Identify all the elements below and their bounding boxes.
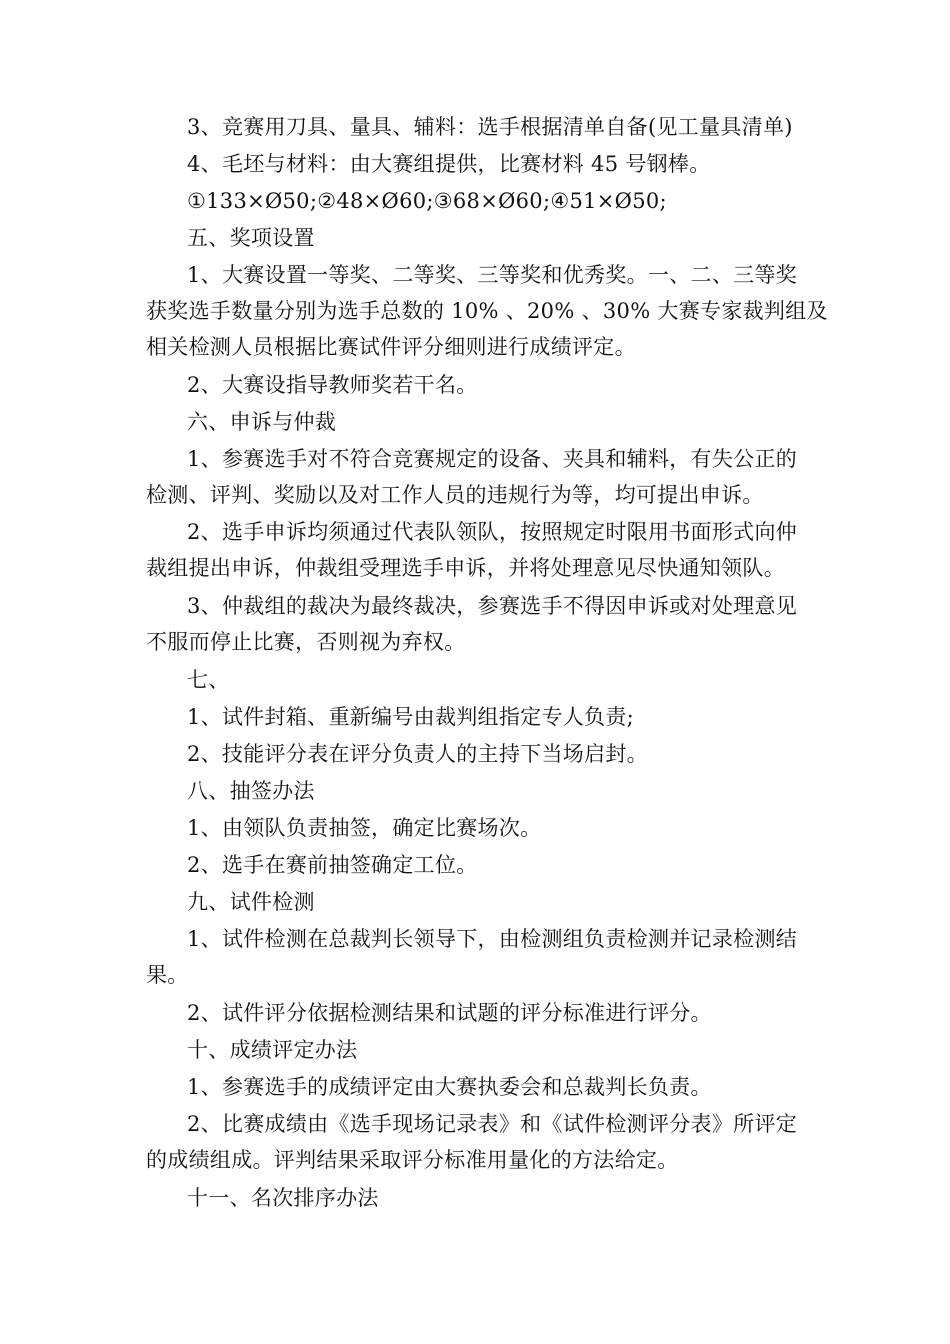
text-line-item-3-tools: 3、竞赛用刀具、量具、辅料：选手根据清单自备(见工量具清单) (187, 115, 793, 139)
text-line-appeal-1b: 检测、评判、奖励以及对工作人员的违规行为等，均可提出申诉。 (146, 483, 764, 507)
text-line-appeal-2a: 2、选手申诉均须通过代表队领队，按照规定时限用书面形式向仲 (187, 520, 798, 544)
text-line-inspection-1b: 果。 (146, 963, 189, 987)
text-line-awards-1a: 1、大赛设置一等奖、二等奖、三等奖和优秀奖。一、二、三等奖 (187, 263, 798, 287)
text-line-awards-2: 2、大赛设指导教师奖若干名。 (187, 373, 478, 397)
text-line-scoring-2b: 的成绩组成。评判结果采取评分标准用量化的方法给定。 (146, 1148, 679, 1172)
text-line-awards-1b: 获奖选手数量分别为选手总数的 10% 、20% 、30% 大赛专家裁判组及 (146, 299, 828, 323)
text-line-sealing-2: 2、技能评分表在评分负责人的主持下当场启封。 (187, 742, 648, 766)
text-line-inspection-1a: 1、试件检测在总裁判长领导下，由检测组负责检测并记录检测结 (187, 927, 798, 951)
text-line-draw-2: 2、选手在赛前抽签确定工位。 (187, 853, 478, 877)
section-heading-10: 十、成绩评定办法 (187, 1038, 358, 1062)
text-line-appeal-3a: 3、仲裁组的裁决为最终裁决，参赛选手不得因申诉或对处理意见 (187, 594, 798, 618)
text-line-scoring-2a: 2、比赛成绩由《选手现场记录表》和《试件检测评分表》所评定 (187, 1112, 798, 1136)
text-line-sealing-1: 1、试件封箱、重新编号由裁判组指定专人负责; (187, 705, 635, 729)
text-line-item-4-materials: 4、毛坯与材料：由大赛组提供，比赛材料 45 号钢棒。 (187, 152, 711, 176)
section-heading-5: 五、奖项设置 (187, 226, 315, 250)
text-line-appeal-3b: 不服而停止比赛，否则视为弃权。 (146, 630, 466, 654)
text-line-appeal-2b: 裁组提出申诉，仲裁组受理选手申诉，并将处理意见尽快通知领队。 (146, 556, 785, 580)
text-line-appeal-1a: 1、参赛选手对不符合竞赛规定的设备、夹具和辅料，有失公正的 (187, 447, 798, 471)
section-heading-6: 六、申诉与仲裁 (187, 410, 337, 434)
section-heading-11: 十一、名次排序办法 (187, 1186, 379, 1210)
section-heading-8: 八、抽签办法 (187, 779, 315, 803)
section-heading-7: 七、 (187, 668, 230, 692)
text-line-inspection-2: 2、试件评分依据检测结果和试题的评分标准进行评分。 (187, 1001, 712, 1025)
text-line-material-dimensions: ①133×Ø50;②48×Ø60;③68×Ø60;④51×Ø50; (187, 189, 667, 213)
text-line-draw-1: 1、由领队负责抽签，确定比赛场次。 (187, 816, 542, 840)
text-line-scoring-1: 1、参赛选手的成绩评定由大赛执委会和总裁判长负责。 (187, 1075, 712, 1099)
section-heading-9: 九、试件检测 (187, 890, 315, 914)
text-line-awards-1c: 相关检测人员根据比赛试件评分细则进行成绩评定。 (146, 335, 636, 359)
